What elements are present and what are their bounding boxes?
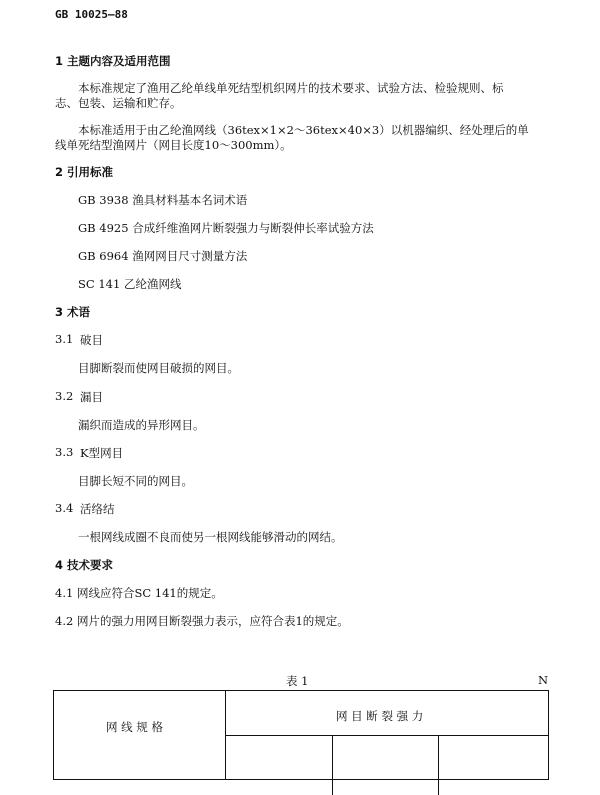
term-definition: 目脚长短不同的网目。	[78, 474, 193, 488]
term-number: 3.3	[55, 445, 74, 459]
section-3-title: 3 术语	[55, 305, 91, 319]
reference-item: GB 6964 渔网网目尺寸测量方法	[78, 249, 248, 263]
strength-table	[53, 690, 549, 780]
term-name: K型网目	[80, 446, 124, 460]
table-divider	[225, 735, 549, 736]
table-caption: 表 1	[286, 674, 309, 688]
term-definition: 一根网线成圈不良而使另一根网线能够滑动的网结。	[78, 530, 343, 544]
section-1-para-1-line-2: 志、包装、运输和贮存。	[55, 96, 182, 110]
section-4-title: 4 技术要求	[55, 558, 114, 572]
reference-item: GB 3938 渔具材料基本名词术语	[78, 193, 248, 207]
term-name: 漏目	[80, 390, 103, 404]
section-1-para-2-line-1: 本标准适用于由乙纶渔网线（36tex×1×2～36tex×40×3）以机器编织、经处理后的单	[78, 123, 529, 137]
table-header-strength: 网 目 断 裂 强 力	[336, 709, 424, 723]
section-1-title: 1 主题内容及适用范围	[55, 54, 171, 68]
requirement-item: 4.2 网片的强力用网目断裂强力表示，应符合表1的规定。	[55, 614, 349, 628]
term-number: 3.1	[55, 332, 74, 346]
section-1-para-1-line-1: 本标准规定了渔用乙纶单线单死结型机织网片的技术要求、试验方法、检验规则、标	[78, 81, 504, 95]
table-unit: N	[538, 673, 549, 687]
term-definition: 漏织而造成的异形网目。	[78, 418, 205, 432]
term-number: 3.2	[55, 389, 74, 403]
standard-code: GB 10025—88	[55, 8, 128, 21]
reference-item: SC 141 乙纶渔网线	[78, 277, 182, 291]
section-2-title: 2 引用标准	[55, 165, 114, 179]
term-number: 3.4	[55, 501, 74, 515]
requirement-item: 4.1 网线应符合SC 141的规定。	[55, 586, 223, 600]
table-divider	[438, 735, 439, 795]
term-definition: 目脚断裂而使网目破损的网目。	[78, 361, 239, 375]
section-1-para-2-line-2: 线单死结型渔网片（网目长度10～300mm）。	[55, 138, 292, 152]
reference-item: GB 4925 合成纤维渔网片断裂强力与断裂伸长率试验方法	[78, 221, 374, 235]
table-divider	[332, 735, 333, 795]
table-header-spec: 网 线 规 格	[106, 720, 163, 734]
term-name: 活络结	[80, 502, 115, 516]
term-name: 破目	[80, 333, 103, 347]
